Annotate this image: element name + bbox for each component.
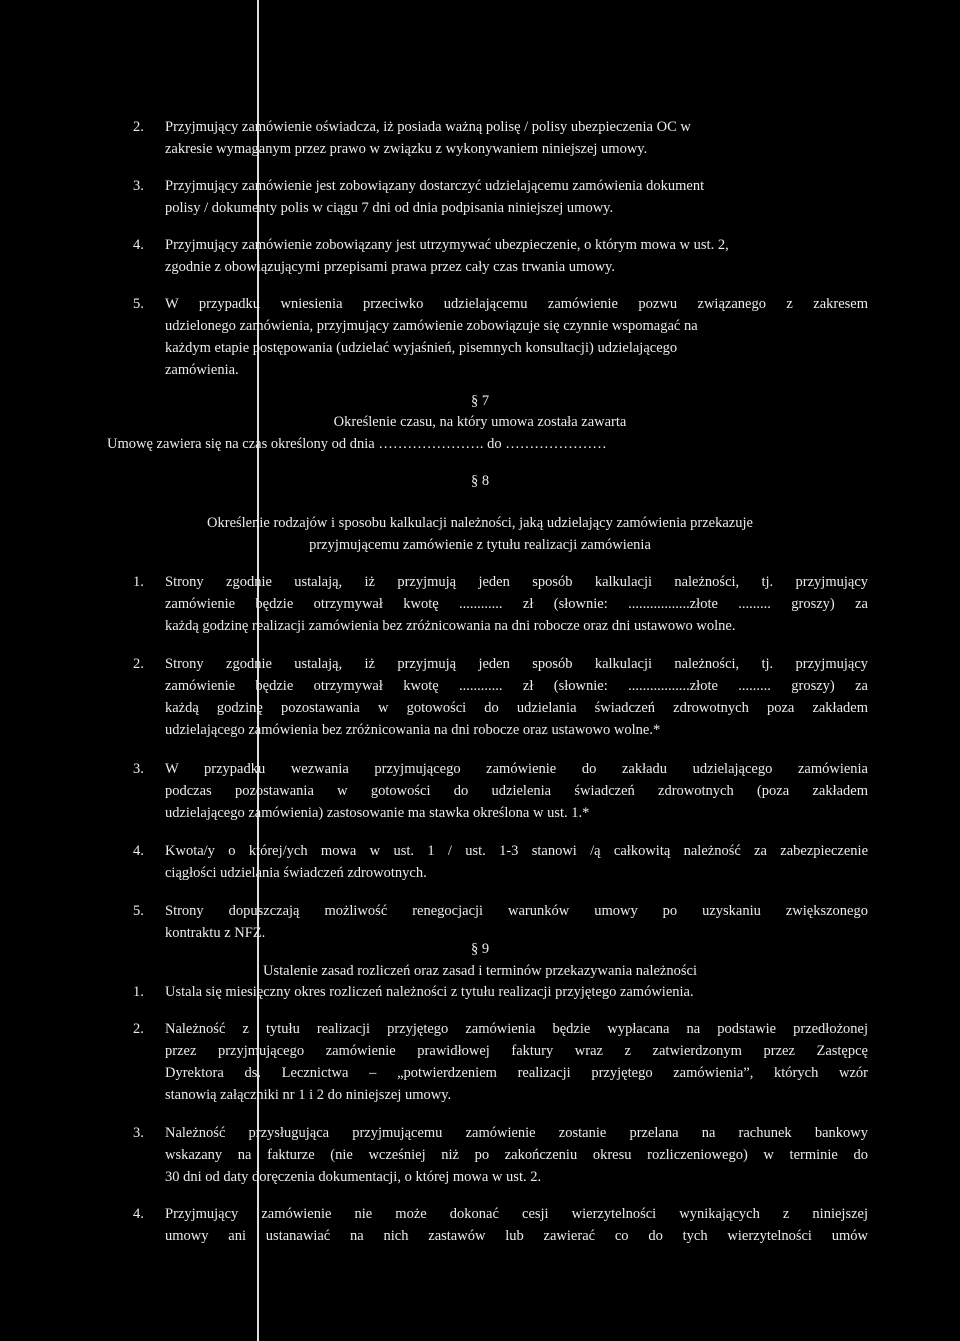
item-line: Przyjmujący zamówienie jest zobowiązany dostarczyć udzielającemu zamówienia dokument [165, 178, 705, 194]
item-line: Przyjmujący zamówienie oświadcza, iż posiada ważną polisę / polisy ubezpieczenia OC w [165, 119, 691, 135]
item-number: 4. [133, 1206, 144, 1222]
item-line: Strony zgodnie ustalają, iż przyjmują jeden sposób kalkulacji należności, tj. przyjmujący [165, 574, 868, 590]
item-line: udzielającego zamówienia) zastosowanie ma stawka określona w ust. 1.* [165, 805, 590, 821]
item-number: 2. [133, 656, 144, 672]
item-line: wskazany na fakturze (nie wcześniej niż po zakończeniu okresu rozliczeniowego) w terminie do [165, 1147, 868, 1163]
item-number: 3. [133, 1125, 144, 1141]
item-line: polisy / dokumenty polis w ciągu 7 dni od dnia podpisania niniejszej umowy. [165, 200, 614, 216]
item-number: 1. [133, 984, 144, 1000]
item-line: ciągłości udzielania świadczeń zdrowotnych. [165, 865, 427, 881]
item-line: Należność z tytułu realizacji przyjętego zamówienia będzie wypłacana na podstawie przedłożonej [165, 1021, 868, 1037]
section-7-title: Określenie czasu, na który umowa została zawarta [333, 414, 627, 430]
item-number: 1. [133, 574, 144, 590]
item-line: udzielającego zamówienia bez zróżnicowania na dni robocze oraz ustawowo wolne.* [165, 722, 661, 738]
item-line: Należność przysługująca przyjmującemu zamówienie zostanie przelana na rachunek bankowy [165, 1125, 868, 1141]
item-line: zgodnie z obowiązującymi przepisami prawa przez cały czas trwania umowy. [165, 259, 615, 275]
item-line: udzielonego zamówienia, przyjmujący zamówienie zobowiązuje się czynnie wspomagać na [165, 318, 698, 334]
item-line: Przyjmujący zamówienie nie może dokonać cesji wierzytelności wynikających z niniejszej [165, 1206, 868, 1222]
item-line: Kwota/y o której/ych mowa w ust. 1 / ust. 1-3 stanowi /ą całkowitą należność za zabezpieczenie [165, 843, 868, 859]
item-line: podczas pozostawania w gotowości do udzielenia świadczeń zdrowotnych (poza zakładem [165, 783, 868, 799]
item-number: 5. [133, 296, 144, 312]
item-line: zamówienia. [165, 362, 239, 378]
item-line: Strony dopuszczają możliwość renegocjacji warunków umowy po uzyskaniu zwiększonego [165, 903, 868, 919]
item-line: zakresie wymaganym przez prawo w związku z wykonywaniem niniejszej umowy. [165, 141, 648, 157]
item-number: 2. [133, 1021, 144, 1037]
item-line: zamówienie będzie otrzymywał kwotę ............ zł (słownie: .................złote ......... groszy) za [165, 596, 868, 612]
item-line: stanowią załączniki nr 1 i 2 do niniejszej umowy. [165, 1087, 452, 1103]
section-8-title-line-2: przyjmującemu zamówienie z tytułu realizacji zamówienia [309, 537, 651, 553]
item-number: 3. [133, 178, 144, 194]
item-line: każdą godzinę realizacji zamówienia bez zróżnicowania na dni robocze oraz dni ustawowo wolne. [165, 618, 736, 634]
item-line: Dyrektora ds. Lecznictwa – „potwierdzeniem realizacji przyjętego zamówienia”, których wzór [165, 1065, 868, 1081]
item-number: 3. [133, 761, 144, 777]
item-number: 4. [133, 843, 144, 859]
item-line: Przyjmujący zamówienie zobowiązany jest utrzymywać ubezpieczenie, o którym mowa w ust. 2, [165, 237, 729, 253]
section-7-symbol: § 7 [470, 393, 490, 409]
item-line: każdą godzinę pozostawania w gotowości do udzielania świadczeń zdrowotnych poza zakładem [165, 700, 868, 716]
item-line: Ustala się miesięczny okres rozliczeń należności z tytułu realizacji przyjętego zamówienia. [165, 984, 694, 1000]
item-line: kontraktu z NFZ. [165, 925, 266, 941]
item-number: 4. [133, 237, 144, 253]
section-8-title-line-1: Określenie rodzajów i sposobu kalkulacji należności, jaką udzielający zamówienia przekazuje [207, 515, 753, 531]
item-line: umowy ani ustanawiać na nich zastawów lub zawierać co do tych wierzytelności umów [165, 1228, 868, 1244]
item-line: W przypadku wezwania przyjmującego zamówienie do zakładu udzielającego zamówienia [165, 761, 868, 777]
section-8-symbol: § 8 [470, 473, 490, 489]
item-number: 2. [133, 119, 144, 135]
section-9-symbol: § 9 [470, 941, 490, 957]
item-number: 5. [133, 903, 144, 919]
item-line: każdym etapie postępowania (udzielać wyjaśnień, pisemnych konsultacji) udzielającego [165, 340, 678, 356]
item-line: W przypadku wniesienia przeciwko udzielającemu zamówienie pozwu związanego z zakresem [165, 296, 868, 312]
item-line: Strony zgodnie ustalają, iż przyjmują jeden sposób kalkulacji należności, tj. przyjmujący [165, 656, 868, 672]
section-9-title: Ustalenie zasad rozliczeń oraz zasad i terminów przekazywania należności [263, 963, 697, 979]
item-line: przez przyjmującego zamówienie prawidłowej faktury wraz z zatwierdzonym przez Zastępcę [165, 1043, 868, 1059]
item-line: zamówienie będzie otrzymywał kwotę ............ zł (słownie: .................złote ......... groszy) za [165, 678, 868, 694]
section-7-text: Umowę zawiera się na czas określony od dnia …………………. do ………………… [107, 436, 607, 452]
item-line: 30 dni od daty doręczenia dokumentacji, o której mowa w ust. 2. [165, 1169, 542, 1185]
